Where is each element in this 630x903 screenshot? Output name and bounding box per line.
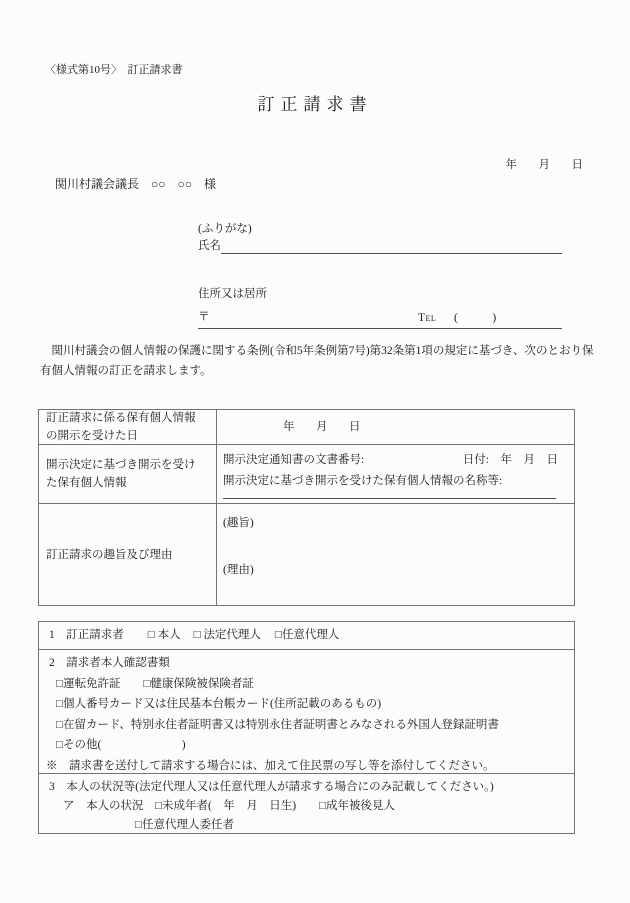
tel-label: Tel — [418, 312, 437, 324]
addressee-line: 関川村議会議長 ○○ ○○ 様 — [55, 177, 216, 191]
principal-status-row — [39, 773, 574, 833]
disclosed-info-label: 開示決定に基づき開示を受けた保有個人情報 — [39, 444, 217, 503]
disclosure-date-value: 年 月 日 — [283, 420, 366, 433]
principal-status-heading: 3 本人の状況等(法定代理人又は任意代理人が請求する場合にのみ記載してください。) — [49, 781, 494, 793]
requester-row — [39, 622, 574, 649]
checkbox-option-self: □ 本人 — [147, 629, 181, 641]
purport-label: (趣旨) — [223, 517, 254, 529]
checklist-table — [38, 621, 575, 834]
requester-heading: 1 訂正請求者 — [49, 629, 124, 641]
purport-reason-cell — [217, 503, 574, 605]
reason-label: (理由) — [223, 564, 254, 576]
checkbox-option-legal-representative: □ 法定代理人 — [193, 629, 261, 641]
voluntary-representative-delegator-line: □任意代理人委任者 — [135, 819, 234, 831]
name-field-row — [198, 237, 562, 254]
page-title: 訂正請求書 — [257, 95, 373, 114]
postal-mark: 〒 — [198, 311, 210, 323]
request-statement: 関川村議会の個人情報の保護に関する条例(令和5年条例第7号)第32条第1項の規定に基づき、次のとおり保有個人情報の訂正を請求します。 — [40, 345, 594, 377]
postal-field-row — [198, 310, 562, 329]
identity-documents-heading: 2 請求者本人確認書類 — [49, 657, 170, 669]
info-name-label: 開示決定に基づき開示を受けた保有個人情報の名称等: — [223, 475, 503, 487]
purport-reason-label: 訂正請求の趣旨及び理由 — [39, 503, 217, 605]
checkbox-line-mynumber-card: □個人番号カード又は住民基本台帳カード(住所記載のあるもの) — [56, 698, 382, 710]
info-name-input-line — [223, 492, 556, 499]
doc-number-line — [223, 450, 568, 471]
form-number-label: 〈様式第10号〉 訂正請求書 — [45, 64, 183, 76]
doc-date-label: 日付: 年 月 日 — [462, 454, 558, 466]
address-label: 住所又は居所 — [198, 288, 267, 300]
checkbox-line-license-insurance: □運転免許証 □健康保険被保険者証 — [56, 677, 254, 690]
tel-parens-placeholder: ( ) — [454, 312, 497, 324]
request-details-table — [38, 409, 575, 606]
disclosed-info-cell — [217, 444, 574, 503]
principal-status-options-line: ア 本人の状況 □未成年者( 年 月 日生) □成年被後見人 — [63, 800, 396, 812]
identity-documents-row — [39, 649, 574, 773]
checkbox-line-other: □その他( ) — [56, 739, 186, 751]
date-placeholder: 年 月 日 — [505, 159, 588, 171]
mailing-note: ※ 請求書を送付して請求する場合には、加えて住民票の写し等を添付してください。 — [46, 759, 495, 772]
name-label: 氏名 — [198, 240, 221, 252]
furigana-label: (ふりがな) — [198, 223, 252, 235]
doc-number-label: 開示決定通知書の文書番号: — [223, 454, 365, 466]
checkbox-option-voluntary-representative: □任意代理人 — [274, 629, 340, 641]
checkbox-line-residence-card: □在留カード、特別永住者証明書又は特別永住者証明書とみなされる外国人登録証明書 — [56, 718, 499, 731]
disclosure-date-label: 訂正請求に係る保有個人情報の開示を受けた日 — [39, 410, 217, 444]
name-input-line — [221, 237, 562, 254]
